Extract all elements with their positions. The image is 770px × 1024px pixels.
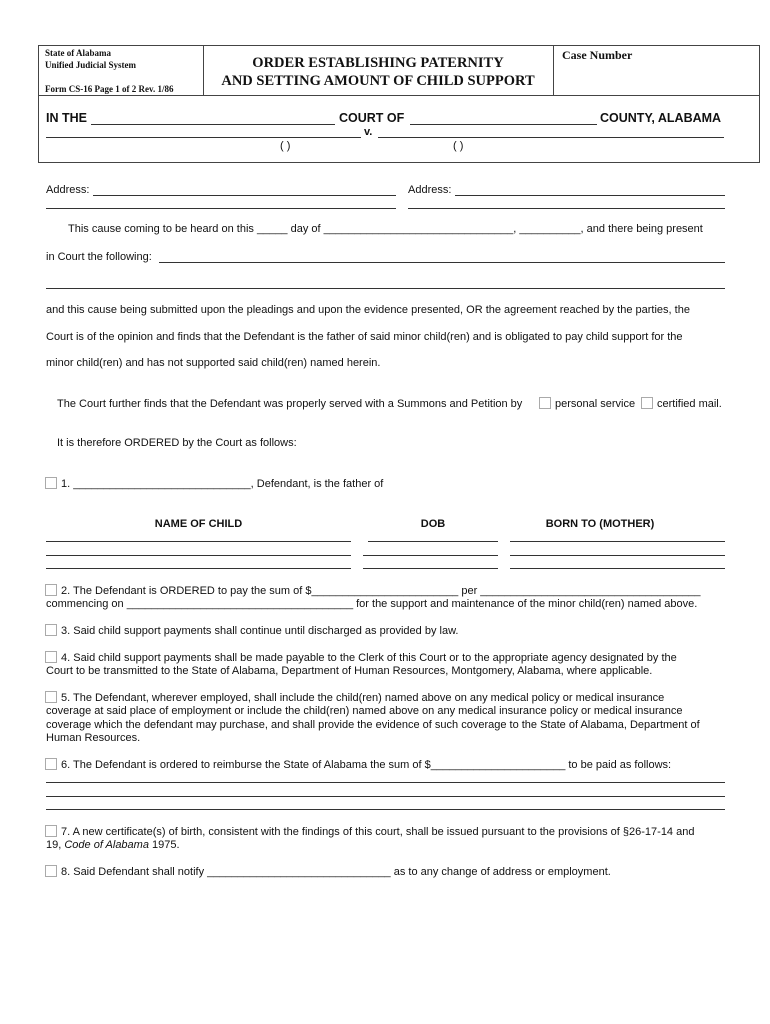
hearing-text: This cause coming to be heard on this _____ day of _______________________________, __________, and there being present [68, 223, 703, 235]
finding-line-1: and this cause being submitted upon the pleadings and upon the evidence presented, OR the agreement reached by the parties, the [46, 304, 690, 316]
col-header-dob: DOB [420, 518, 446, 530]
item5-line1: 5. The Defendant, wherever employed, shall include the child(ren) named above on any medical policy or medical insurance [61, 692, 665, 704]
finding-line-3: minor child(ren) and has not supported said child(ren) named herein. [46, 357, 381, 369]
item7-checkbox[interactable] [45, 825, 57, 837]
item3-checkbox[interactable] [45, 624, 57, 636]
item7-line2-year: 1975. [152, 839, 180, 851]
child-mother-field[interactable] [510, 541, 725, 542]
form-id: Form CS-16 Page 1 of 2 Rev. 1/86 [45, 84, 174, 94]
col-header-name: NAME OF CHILD [154, 518, 243, 530]
versus-label: v. [364, 126, 373, 138]
personal-service-checkbox[interactable] [539, 397, 551, 409]
item5-checkbox[interactable] [45, 691, 57, 703]
defendant-address-label: Address: [408, 184, 452, 196]
plaintiff-address-label: Address: [46, 184, 90, 196]
certified-mail-checkbox[interactable] [641, 397, 653, 409]
item1-checkbox[interactable] [45, 477, 57, 489]
item6-text: 6. The Defendant is ordered to reimburse the State of Alabama the sum of $______________________ to be paid as follows: [61, 759, 672, 771]
item4-line1: 4. Said child support payments shall be made payable to the Clerk of this Court or to the appropriate agency designated by the [61, 652, 677, 664]
header-bottom-rule [38, 95, 760, 96]
case-number-label: Case Number [562, 48, 633, 62]
item3-text: 3. Said child support payments shall continue until discharged as provided by law. [61, 625, 459, 637]
state-label: State of Alabama [45, 48, 111, 58]
child-name-field[interactable] [46, 555, 351, 556]
child-dob-field[interactable] [368, 541, 498, 542]
header-divider-2 [553, 45, 554, 95]
child-name-field[interactable] [46, 541, 351, 542]
court-type-field[interactable] [91, 124, 335, 125]
in-the-label: IN THE [46, 111, 87, 125]
certified-mail-label: certified mail. [657, 398, 722, 410]
item4-checkbox[interactable] [45, 651, 57, 663]
form-title-line2: AND SETTING AMOUNT OF CHILD SUPPORT [221, 73, 535, 89]
item2-checkbox[interactable] [45, 584, 57, 596]
defendant-address-field-2[interactable] [408, 208, 725, 209]
item8-text: 8. Said Defendant shall notify ______________________________ as to any change of address or employment. [61, 866, 611, 878]
payment-terms-field-2[interactable] [46, 796, 725, 797]
system-label: Unified Judicial System [45, 60, 137, 70]
item5-line2: coverage at said place of employment or include the child(ren) named above on any medical insurance policy or medical insurance [46, 705, 683, 717]
code-of-alabama: Code of Alabama [64, 839, 149, 851]
child-mother-field[interactable] [510, 568, 725, 569]
item4-line2: Court to be transmitted to the State of Alabama, Department of Human Resources, Montgomery, Alabama, where applicable. [46, 665, 653, 677]
present-label: in Court the following: [46, 251, 152, 263]
court-of-label: COURT OF [339, 111, 405, 125]
plaintiff-address-field-1[interactable] [93, 195, 396, 196]
item7-line1: 7. A new certificate(s) of birth, consistent with the findings of this court, shall be issued pursuant to the provisions of §26-17-14 and [61, 826, 695, 838]
item2-line1: 2. The Defendant is ORDERED to pay the sum of $________________________ per ____________________________________ [61, 585, 701, 597]
item6-checkbox[interactable] [45, 758, 57, 770]
plaintiff-field[interactable] [46, 137, 361, 138]
finding-line-2: Court is of the opinion and finds that the Defendant is the father of said minor child(ren) and is obligated to pay child support for the [46, 331, 683, 343]
defendant-field[interactable] [378, 137, 724, 138]
form-title-line1: ORDER ESTABLISHING PATERNITY [252, 55, 504, 71]
child-name-field[interactable] [46, 568, 351, 569]
plaintiff-id-paren: ( ) [280, 140, 291, 152]
item5-line3: coverage which the defendant may purchase, and shall provide the evidence of such coverage to the State of Alabama, Department of [46, 719, 700, 731]
defendant-id-paren: ( ) [453, 140, 464, 152]
defendant-address-field-1[interactable] [455, 195, 725, 196]
item7-line2-start: 19, [46, 839, 62, 851]
present-field-2[interactable] [46, 288, 725, 289]
child-dob-field[interactable] [363, 555, 498, 556]
payment-terms-field-3[interactable] [46, 809, 725, 810]
payment-terms-field-1[interactable] [46, 782, 725, 783]
ordered-text: It is therefore ORDERED by the Court as follows: [57, 437, 297, 449]
child-mother-field[interactable] [510, 555, 725, 556]
item1-text: 1. _____________________________, Defendant, is the father of [61, 478, 384, 490]
item2-line2: commencing on _____________________________________ for the support and maintenance of the minor child(ren) named above. [46, 598, 698, 610]
child-dob-field[interactable] [363, 568, 498, 569]
item5-line4: Human Resources. [46, 732, 141, 744]
service-text: The Court further finds that the Defendant was properly served with a Summons and Petition by [57, 398, 523, 410]
court-name-field[interactable] [410, 124, 597, 125]
plaintiff-address-field-2[interactable] [46, 208, 396, 209]
item7-line2 [46, 839, 180, 851]
personal-service-label: personal service [555, 398, 636, 410]
present-field-1[interactable] [159, 262, 725, 263]
county-label: COUNTY, ALABAMA [600, 111, 722, 125]
item8-checkbox[interactable] [45, 865, 57, 877]
col-header-mother: BORN TO (MOTHER) [545, 518, 655, 530]
